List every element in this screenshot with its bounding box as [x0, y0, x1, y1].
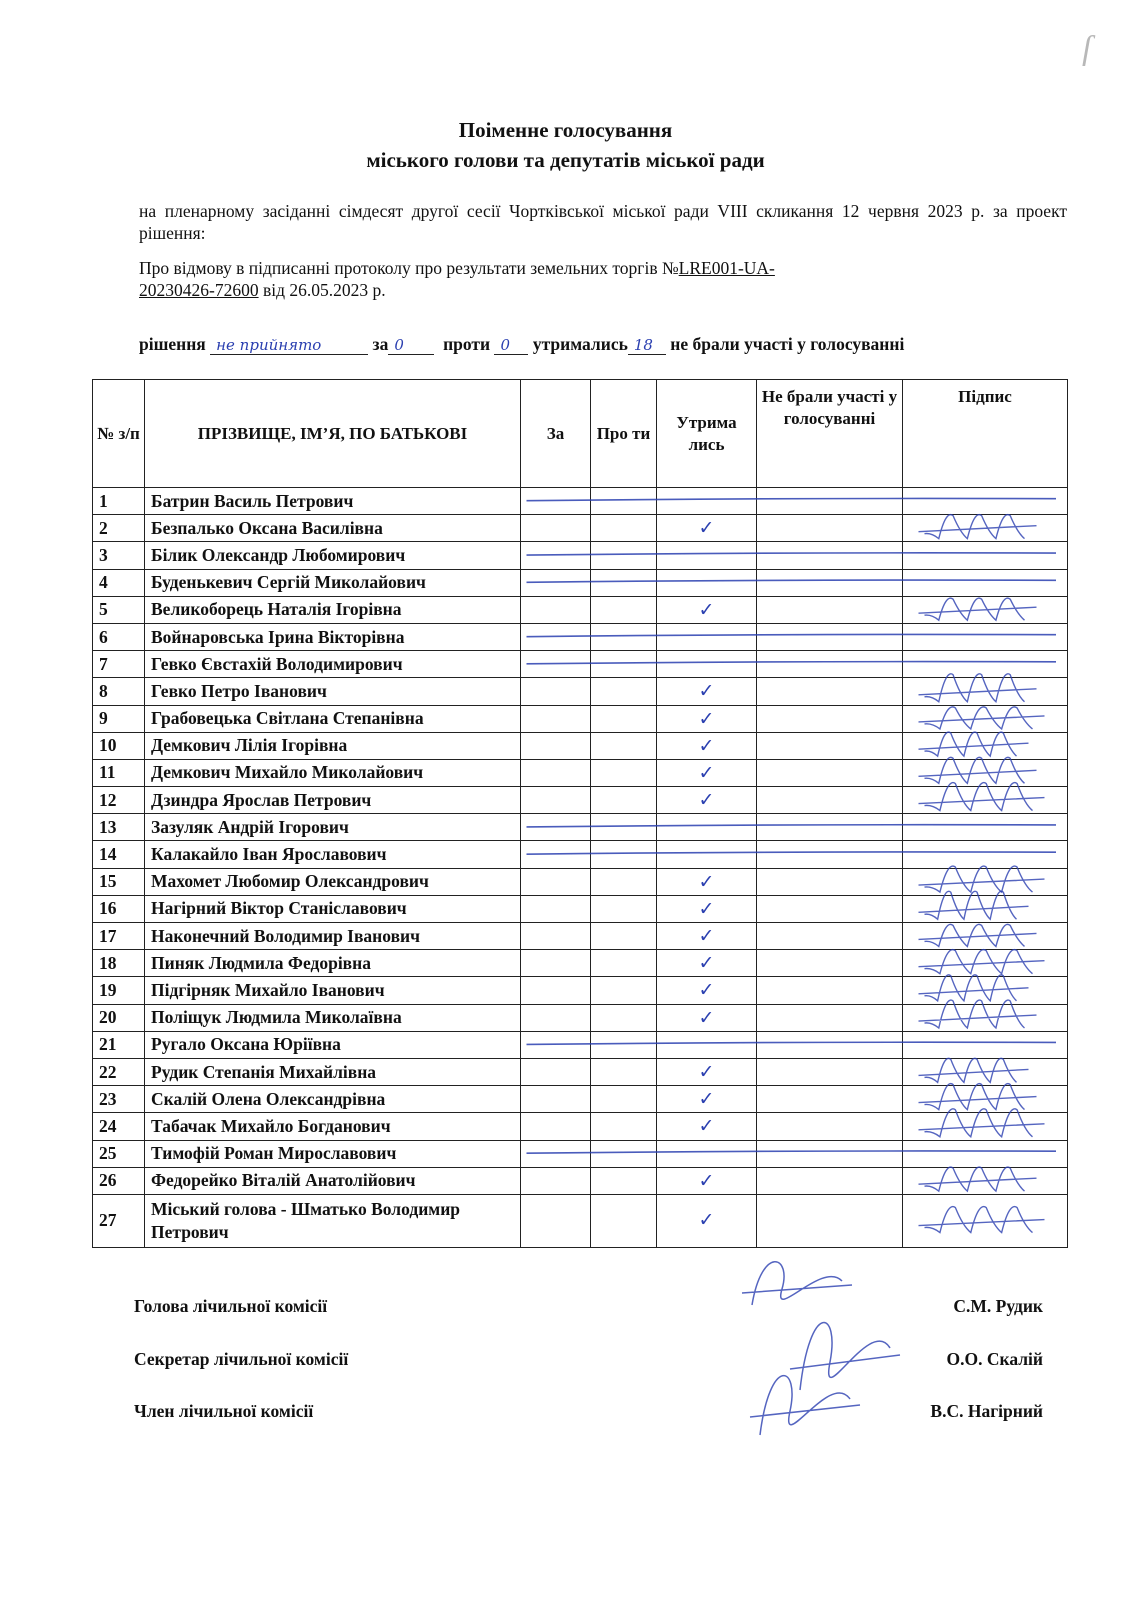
- col-header-signature: Підпис: [903, 380, 1068, 488]
- row-number: 25: [93, 1140, 145, 1167]
- row-name: Калакайло Іван Ярославович: [145, 841, 521, 868]
- col-header-against: Про ти: [591, 380, 657, 488]
- cell-signature: [903, 488, 1068, 515]
- for-blank: [388, 334, 434, 355]
- cell-not-participated: [757, 1113, 903, 1140]
- table-row: [93, 787, 1068, 814]
- check-mark-icon: ✓: [698, 1115, 715, 1138]
- cell-abstained: [657, 569, 757, 596]
- row-name: Тимофій Роман Мирославович: [145, 1140, 521, 1167]
- cell-for: [521, 759, 591, 786]
- row-number: 23: [93, 1086, 145, 1113]
- table-row: [93, 732, 1068, 759]
- row-number: 19: [93, 977, 145, 1004]
- table-row: [93, 1004, 1068, 1031]
- cell-for: [521, 542, 591, 569]
- table-row: [93, 596, 1068, 623]
- cell-abstained: [657, 814, 757, 841]
- table-row: [93, 977, 1068, 1004]
- table-row: [93, 678, 1068, 705]
- cell-abstained: [657, 759, 757, 786]
- cell-for: [521, 1167, 591, 1194]
- decision-handwritten: не прийнято: [216, 336, 322, 354]
- cell-for: [521, 1031, 591, 1058]
- row-name: Махомет Любомир Олександрович: [145, 868, 521, 895]
- cell-against: [591, 1140, 657, 1167]
- decision-line: [139, 334, 1069, 355]
- cell-for: [521, 705, 591, 732]
- cell-abstained: [657, 651, 757, 678]
- cell-signature: [903, 977, 1068, 1004]
- row-number: 1: [93, 488, 145, 515]
- cell-signature: [903, 542, 1068, 569]
- cell-against: [591, 950, 657, 977]
- cell-signature: [903, 569, 1068, 596]
- check-mark-icon: ✓: [698, 598, 715, 621]
- row-name: Наконечний Володимир Іванович: [145, 923, 521, 950]
- cell-not-participated: [757, 1086, 903, 1113]
- row-number: 12: [93, 787, 145, 814]
- cell-against: [591, 623, 657, 650]
- subject-prefix: Про відмову в підписанні протоколу про результати земельних торгів №: [139, 258, 679, 278]
- cell-against: [591, 732, 657, 759]
- cell-not-participated: [757, 542, 903, 569]
- col-header-num: № з/п: [93, 380, 145, 488]
- row-name: Зазуляк Андрій Ігорович: [145, 814, 521, 841]
- cell-against: [591, 596, 657, 623]
- cell-against: [591, 1113, 657, 1140]
- cell-signature: [903, 623, 1068, 650]
- cell-for: [521, 732, 591, 759]
- decision-blank: [210, 334, 368, 355]
- row-number: 20: [93, 1004, 145, 1031]
- cell-against: [591, 868, 657, 895]
- check-mark-icon: ✓: [698, 1088, 715, 1111]
- cell-for: [521, 623, 591, 650]
- row-number: 22: [93, 1058, 145, 1085]
- row-number: 26: [93, 1167, 145, 1194]
- cell-for: [521, 678, 591, 705]
- cell-against: [591, 1004, 657, 1031]
- table-row: [93, 1167, 1068, 1194]
- cell-not-participated: [757, 1194, 903, 1247]
- row-number: 4: [93, 569, 145, 596]
- cell-not-participated: [757, 895, 903, 922]
- cell-against: [591, 787, 657, 814]
- cell-signature: [903, 895, 1068, 922]
- cell-abstained: [657, 923, 757, 950]
- abstained-blank: [628, 334, 666, 355]
- table-body: [93, 488, 1068, 1248]
- table-header-row: [93, 380, 1068, 488]
- table-row: [93, 841, 1068, 868]
- cell-against: [591, 841, 657, 868]
- check-mark-icon: ✓: [698, 1209, 715, 1232]
- cell-abstained: [657, 515, 757, 542]
- cell-signature: [903, 787, 1068, 814]
- cell-against: [591, 923, 657, 950]
- cell-signature: [903, 1140, 1068, 1167]
- cell-signature: [903, 923, 1068, 950]
- row-name: Войнаровська Ірина Вікторівна: [145, 623, 521, 650]
- row-number: 13: [93, 814, 145, 841]
- cell-signature: [903, 1031, 1068, 1058]
- row-name: Дзиндра Ярослав Петрович: [145, 787, 521, 814]
- cell-signature: [903, 868, 1068, 895]
- row-name: Буденькевич Сергій Миколайович: [145, 569, 521, 596]
- session-intro: на пленарному засіданні сімдесят другої сесії Чортківської міської ради VIII скликання 12 червня 2023 р. за проект рішення:: [139, 201, 1067, 243]
- cell-signature: [903, 1167, 1068, 1194]
- cell-not-participated: [757, 732, 903, 759]
- cell-against: [591, 569, 657, 596]
- chair-label: Голова лічильної комісії: [134, 1296, 328, 1316]
- row-number: 11: [93, 759, 145, 786]
- row-number: 21: [93, 1031, 145, 1058]
- cell-for: [521, 787, 591, 814]
- cell-for: [521, 569, 591, 596]
- row-name: Рудик Степанія Михайлівна: [145, 1058, 521, 1085]
- row-name: Грабовецька Світлана Степанівна: [145, 705, 521, 732]
- cell-against: [591, 651, 657, 678]
- cell-abstained: [657, 1194, 757, 1247]
- cell-against: [591, 705, 657, 732]
- abstained-label: утримались: [532, 334, 628, 354]
- cell-abstained: [657, 596, 757, 623]
- cell-not-participated: [757, 651, 903, 678]
- row-name: Ругало Оксана Юріївна: [145, 1031, 521, 1058]
- check-mark-icon: ✓: [698, 1169, 715, 1192]
- cell-abstained: [657, 895, 757, 922]
- cell-signature: [903, 515, 1068, 542]
- cell-not-participated: [757, 488, 903, 515]
- cell-against: [591, 678, 657, 705]
- subject-code-2: 20230426-72600: [139, 280, 259, 300]
- col-header-abstained: Утрима лись: [657, 380, 757, 488]
- cell-not-participated: [757, 977, 903, 1004]
- check-mark-icon: ✓: [698, 870, 715, 893]
- cell-signature: [903, 1004, 1068, 1031]
- cell-for: [521, 1058, 591, 1085]
- cell-signature: [903, 705, 1068, 732]
- row-number: 27: [93, 1194, 145, 1247]
- cell-not-participated: [757, 787, 903, 814]
- row-name: Підгірняк Михайло Іванович: [145, 977, 521, 1004]
- cell-abstained: [657, 542, 757, 569]
- row-number: 9: [93, 705, 145, 732]
- cell-signature: [903, 1058, 1068, 1085]
- cell-for: [521, 488, 591, 515]
- cell-against: [591, 1194, 657, 1247]
- cell-abstained: [657, 488, 757, 515]
- row-name: Великоборець Наталія Ігорівна: [145, 596, 521, 623]
- cell-abstained: [657, 950, 757, 977]
- cell-signature: [903, 732, 1068, 759]
- row-number: 8: [93, 678, 145, 705]
- table-row: [93, 705, 1068, 732]
- row-number: 7: [93, 651, 145, 678]
- against-handwritten: 0: [500, 336, 511, 354]
- check-mark-icon: ✓: [698, 734, 715, 757]
- cell-abstained: [657, 705, 757, 732]
- cell-not-participated: [757, 596, 903, 623]
- row-number: 6: [93, 623, 145, 650]
- cell-signature: [903, 1086, 1068, 1113]
- row-name: Скалій Олена Олександрівна: [145, 1086, 521, 1113]
- row-number: 16: [93, 895, 145, 922]
- col-header-not-participated: Не брали участі у голосуванні: [757, 380, 903, 488]
- cell-signature: [903, 950, 1068, 977]
- cell-not-participated: [757, 515, 903, 542]
- for-handwritten: 0: [394, 336, 404, 354]
- cell-against: [591, 759, 657, 786]
- check-mark-icon: ✓: [698, 789, 715, 812]
- row-name: Демкович Лілія Ігорівна: [145, 732, 521, 759]
- table-row: [93, 759, 1068, 786]
- table-row: [93, 1140, 1068, 1167]
- row-name: Батрин Василь Петрович: [145, 488, 521, 515]
- table-row: [93, 1194, 1068, 1247]
- cell-for: [521, 596, 591, 623]
- table-row: [93, 868, 1068, 895]
- row-number: 17: [93, 923, 145, 950]
- cell-signature: [903, 678, 1068, 705]
- draft-subject: [139, 257, 1067, 301]
- cell-abstained: [657, 1004, 757, 1031]
- abstained-handwritten: 18: [633, 336, 653, 354]
- cell-abstained: [657, 787, 757, 814]
- cell-abstained: [657, 841, 757, 868]
- subject-code-1: LRE001-UA-: [678, 258, 775, 278]
- row-number: 24: [93, 1113, 145, 1140]
- doc-title: Поіменне голосування: [458, 118, 673, 142]
- cell-signature: [903, 1194, 1068, 1247]
- table-row: [93, 542, 1068, 569]
- subject-suffix: від 26.05.2023 р.: [258, 280, 386, 300]
- decision-label: рішення: [139, 334, 206, 354]
- cell-not-participated: [757, 950, 903, 977]
- cell-abstained: [657, 1058, 757, 1085]
- row-name: Табачак Михайло Богданович: [145, 1113, 521, 1140]
- against-label: проти: [443, 334, 491, 354]
- cell-against: [591, 1086, 657, 1113]
- cell-not-participated: [757, 1031, 903, 1058]
- row-number: 5: [93, 596, 145, 623]
- check-mark-icon: ✓: [698, 897, 715, 920]
- cell-abstained: [657, 732, 757, 759]
- cell-abstained: [657, 1031, 757, 1058]
- cell-against: [591, 1167, 657, 1194]
- row-name: Демкович Михайло Миколайович: [145, 759, 521, 786]
- cell-abstained: [657, 623, 757, 650]
- cell-signature: [903, 1113, 1068, 1140]
- row-name: Пиняк Людмила Федорівна: [145, 950, 521, 977]
- table-row: [93, 651, 1068, 678]
- chair-name: С.М. Рудик: [953, 1296, 1043, 1316]
- cell-against: [591, 1058, 657, 1085]
- cell-for: [521, 868, 591, 895]
- commission-signature: [750, 1376, 860, 1435]
- cell-for: [521, 950, 591, 977]
- cell-not-participated: [757, 923, 903, 950]
- cell-for: [521, 977, 591, 1004]
- cell-not-participated: [757, 1004, 903, 1031]
- cell-not-participated: [757, 1058, 903, 1085]
- row-name: Безпалько Оксана Василівна: [145, 515, 521, 542]
- cell-signature: [903, 596, 1068, 623]
- row-name: Поліщук Людмила Миколаївна: [145, 1004, 521, 1031]
- table-row: [93, 1086, 1068, 1113]
- row-number: 14: [93, 841, 145, 868]
- row-name: Федорейко Віталій Анатолійович: [145, 1167, 521, 1194]
- cell-abstained: [657, 1086, 757, 1113]
- col-header-for: За: [521, 380, 591, 488]
- cell-for: [521, 1086, 591, 1113]
- doc-subtitle: міського голови та депутатів міської ради: [366, 148, 765, 172]
- member-name: В.С. Нагірний: [930, 1401, 1043, 1421]
- cell-for: [521, 1140, 591, 1167]
- check-mark-icon: ✓: [698, 707, 715, 730]
- cell-not-participated: [757, 814, 903, 841]
- check-mark-icon: ✓: [698, 517, 715, 540]
- member-label: Член лічильної комісії: [134, 1401, 314, 1421]
- cell-abstained: [657, 1140, 757, 1167]
- cell-abstained: [657, 977, 757, 1004]
- row-name: Гевко Петро Іванович: [145, 678, 521, 705]
- table-row: [93, 569, 1068, 596]
- cell-against: [591, 977, 657, 1004]
- table-row: [93, 923, 1068, 950]
- table-row: [93, 895, 1068, 922]
- table-row: [93, 814, 1068, 841]
- cell-signature: [903, 759, 1068, 786]
- cell-for: [521, 1113, 591, 1140]
- against-blank: [494, 334, 528, 355]
- row-number: 15: [93, 868, 145, 895]
- col-header-name: ПРІЗВИЩЕ, ІМ’Я, ПО БАТЬКОВІ: [145, 380, 521, 488]
- cell-not-participated: [757, 569, 903, 596]
- cell-abstained: [657, 868, 757, 895]
- cell-for: [521, 895, 591, 922]
- table-row: [93, 488, 1068, 515]
- cell-for: [521, 814, 591, 841]
- table-row: [93, 623, 1068, 650]
- corner-pen-mark: ſ: [1082, 30, 1092, 67]
- cell-signature: [903, 841, 1068, 868]
- cell-for: [521, 515, 591, 542]
- table-row: [93, 1113, 1068, 1140]
- cell-not-participated: [757, 1167, 903, 1194]
- cell-not-participated: [757, 868, 903, 895]
- check-mark-icon: ✓: [698, 1061, 715, 1084]
- check-mark-icon: ✓: [698, 761, 715, 784]
- secretary-label: Секретар лічильної комісії: [134, 1349, 349, 1369]
- row-number: 3: [93, 542, 145, 569]
- cell-for: [521, 923, 591, 950]
- cell-not-participated: [757, 623, 903, 650]
- cell-not-participated: [757, 759, 903, 786]
- roll-call-table: [92, 379, 1068, 1248]
- table-row: [93, 1031, 1068, 1058]
- cell-for: [521, 651, 591, 678]
- cell-against: [591, 895, 657, 922]
- commission-signature: [742, 1262, 852, 1305]
- cell-not-participated: [757, 678, 903, 705]
- table-row: [93, 950, 1068, 977]
- row-number: 18: [93, 950, 145, 977]
- check-mark-icon: ✓: [698, 952, 715, 975]
- row-name: Міський голова - Шматько Володимир Петрович: [145, 1194, 521, 1247]
- check-mark-icon: ✓: [698, 925, 715, 948]
- secretary-name: О.О. Скалій: [946, 1349, 1043, 1369]
- row-number: 10: [93, 732, 145, 759]
- cell-not-participated: [757, 1140, 903, 1167]
- cell-against: [591, 814, 657, 841]
- row-number: 2: [93, 515, 145, 542]
- not-participated-label: не брали участі у голосуванні: [670, 334, 905, 354]
- check-mark-icon: ✓: [698, 680, 715, 703]
- for-label: за: [372, 334, 389, 354]
- cell-signature: [903, 814, 1068, 841]
- commission-signature: [790, 1323, 900, 1390]
- table-row: [93, 1058, 1068, 1085]
- cell-against: [591, 488, 657, 515]
- cell-for: [521, 1194, 591, 1247]
- table-row: [93, 515, 1068, 542]
- cell-against: [591, 515, 657, 542]
- cell-against: [591, 1031, 657, 1058]
- cell-abstained: [657, 1167, 757, 1194]
- row-name: Гевко Євстахій Володимирович: [145, 651, 521, 678]
- cell-not-participated: [757, 705, 903, 732]
- check-mark-icon: ✓: [698, 979, 715, 1002]
- cell-for: [521, 841, 591, 868]
- row-name: Білик Олександр Любомирович: [145, 542, 521, 569]
- cell-not-participated: [757, 841, 903, 868]
- row-name: Нагірний Віктор Станіславович: [145, 895, 521, 922]
- cell-against: [591, 542, 657, 569]
- cell-abstained: [657, 678, 757, 705]
- cell-for: [521, 1004, 591, 1031]
- cell-abstained: [657, 1113, 757, 1140]
- cell-signature: [903, 651, 1068, 678]
- check-mark-icon: ✓: [698, 1006, 715, 1029]
